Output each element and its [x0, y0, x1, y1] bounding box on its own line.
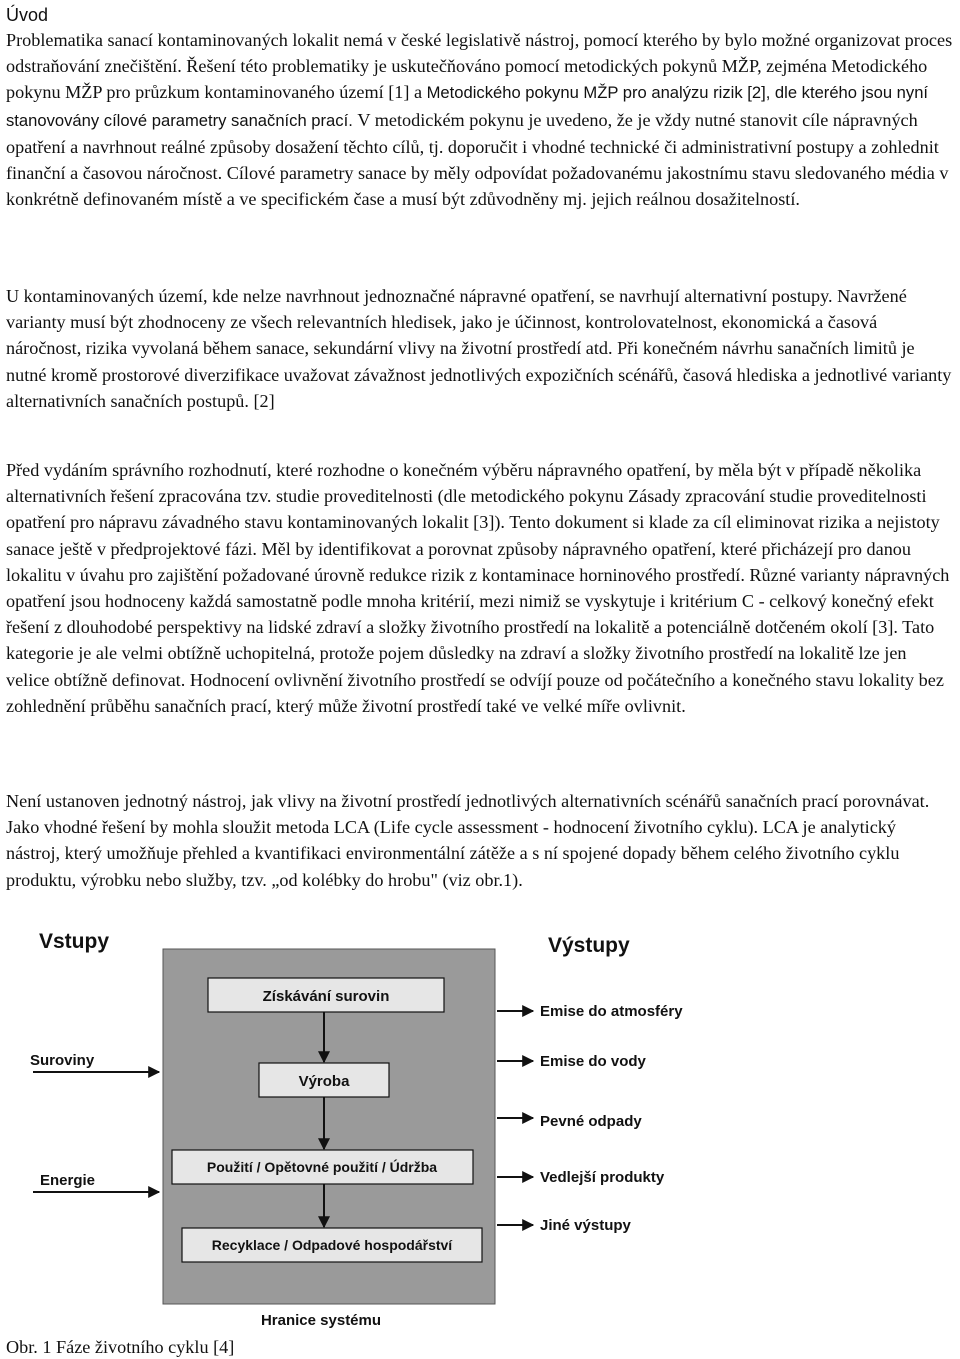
inputs-title: Vstupy [39, 930, 110, 953]
input-label-energy: Energie [40, 1172, 96, 1189]
output-label-air: Emise do atmosféry [540, 1003, 683, 1020]
output-label-byproducts: Vedlejší produkty [540, 1169, 665, 1186]
paragraph-2: U kontaminovaných území, kde nelze navrhnout jednoznačné nápravné opatření, se navrhují alternativní postupy. Navržené varianty musí být zhodnoceny ze všech relevantních hledisek, jako je účinnost, kontrolovatelnost, ekonomická a časová náročnost, rizika vyvolaná během sanace, sekundární vlivy na životní prostředí atd. Při konečném návrhu sanačních limitů je nutné kromě prostorové diverzifikace uvažovat závažnost jednotlivých expozičních scénářů, časová hlediska a jednotlivé varianty alternativních sanačních postupů. [2] [6, 286, 952, 411]
output-label-solid-waste: Pevné odpady [540, 1113, 642, 1130]
output-label-water: Emise do vody [540, 1053, 646, 1070]
lifecycle-diagram [25, 922, 683, 1334]
boundary-label: Hranice systému [260, 1312, 382, 1329]
input-label-raw-materials: Suroviny [30, 1052, 95, 1069]
paragraph-4: Není ustanoven jednotný nástroj, jak vlivy na životní prostředí jednotlivých alternativních scénářů sanačních prací porovnávat. Jako vhodné řešení by mohla sloužit metoda LCA (Life cycle assessment - hodnocení životního cyklu). LCA je analytický nástroj, který umožňuje přehled a kvantifikaci environmentální zátěže a s ní spojené dopady během celého životního cyklu produktu, výrobku nebo služby, tzv. „od kolébky do hrobu" (viz obr.1). [6, 791, 930, 890]
figure-caption: Obr. 1 Fáze životního cyklu [4] [6, 1337, 235, 1357]
paragraph-1-part-a: Problematika sanací kontaminovaných lokalit nemá v české legislativě nástroj, pomocí kterého by bylo možné organizovat proces odstraňování znečištění. Řešení této problematiky je uskutečňováno pomocí metodických pokynů MŽP, zejména Metodického pokynu MŽP pro průzkum kontaminovaného území [1] a [6, 30, 953, 103]
paragraph-1 [6, 27, 954, 212]
stage-label-production: Výroba [298, 1073, 350, 1090]
paragraph-1-part-b: V metodickém pokynu je uvedeno, že je vždy nutné stanovit cíle nápravných opatření a navrhnout reálné způsoby dosažení těchto cílů, tj. doporučit i vhodné technické či administrativní postupy a zohlednit finanční a časovou náročnost. Cílové parametry sanace by měly odpovídat požadovanému jakostnímu stavu sledovaného média v konkrétně definovaném místě a ve specifickém čase a musí být zdůvodněny mj. jejich reálnou dosažitelností. [6, 109, 949, 210]
section-heading: Úvod [6, 5, 49, 25]
paragraph-3: Před vydáním správního rozhodnutí, které rozhodne o konečném výběru nápravného opatření, by měla být v případě několika alternativních řešení zpracována tzv. studie proveditelnosti (dle metodického pokynu Zásady zpracování studie proveditelnosti opatření pro nápravu závadného stavu kontaminovaných lokalit [3]). Tento dokument si klade za cíl eliminovat rizika a nejistoty sanace ještě v předprojektové fázi. Měl by identifikovat a porovnat způsoby nápravného opatření, které přicházejí pro danou lokalitu v úvahu pro zajištění požadované úrovně redukce rizik z kontaminace horninového prostředí. Různé varianty nápravných opatření jsou hodnoceny každá samostatně podle mnoha kritérií, mezi nimiž se vyskytuje i kritérium C - celkový konečný efekt řešení z dlouhodobé perspektivy na lidské zdraví a složky životního prostředí na lokalitě a potenciálně dotčeném okolí [3]. Tato kategorie je ale velmi obtížně uchopitelná, protože pojem důsledky na zdraví a složky životního prostředí na lokalitě lze jen velice obtížně definovat. Hodnocení ovlivnění životního prostředí se odvíjí pouze od počátečního a konečného stavu lokality bez zohlednění průběhu sanačních prací, který může životní prostředí také ve velké míře ovlivnit. [6, 460, 950, 716]
paragraph-1-part-sans: Metodického pokynu MŽP pro analýzu rizik [2], dle kterého jsou nyní stanovovány cílové parametry sanačních prací. [6, 83, 929, 130]
stage-label-extraction: Získávání surovin [262, 988, 390, 1005]
outputs-title: Výstupy [548, 934, 630, 957]
stage-label-use: Použití / Opětovné použití / Údržba [206, 1159, 438, 1175]
output-label-other: Jiné výstupy [540, 1217, 631, 1234]
stage-label-recycling: Recyklace / Odpadové hospodářství [211, 1237, 453, 1253]
